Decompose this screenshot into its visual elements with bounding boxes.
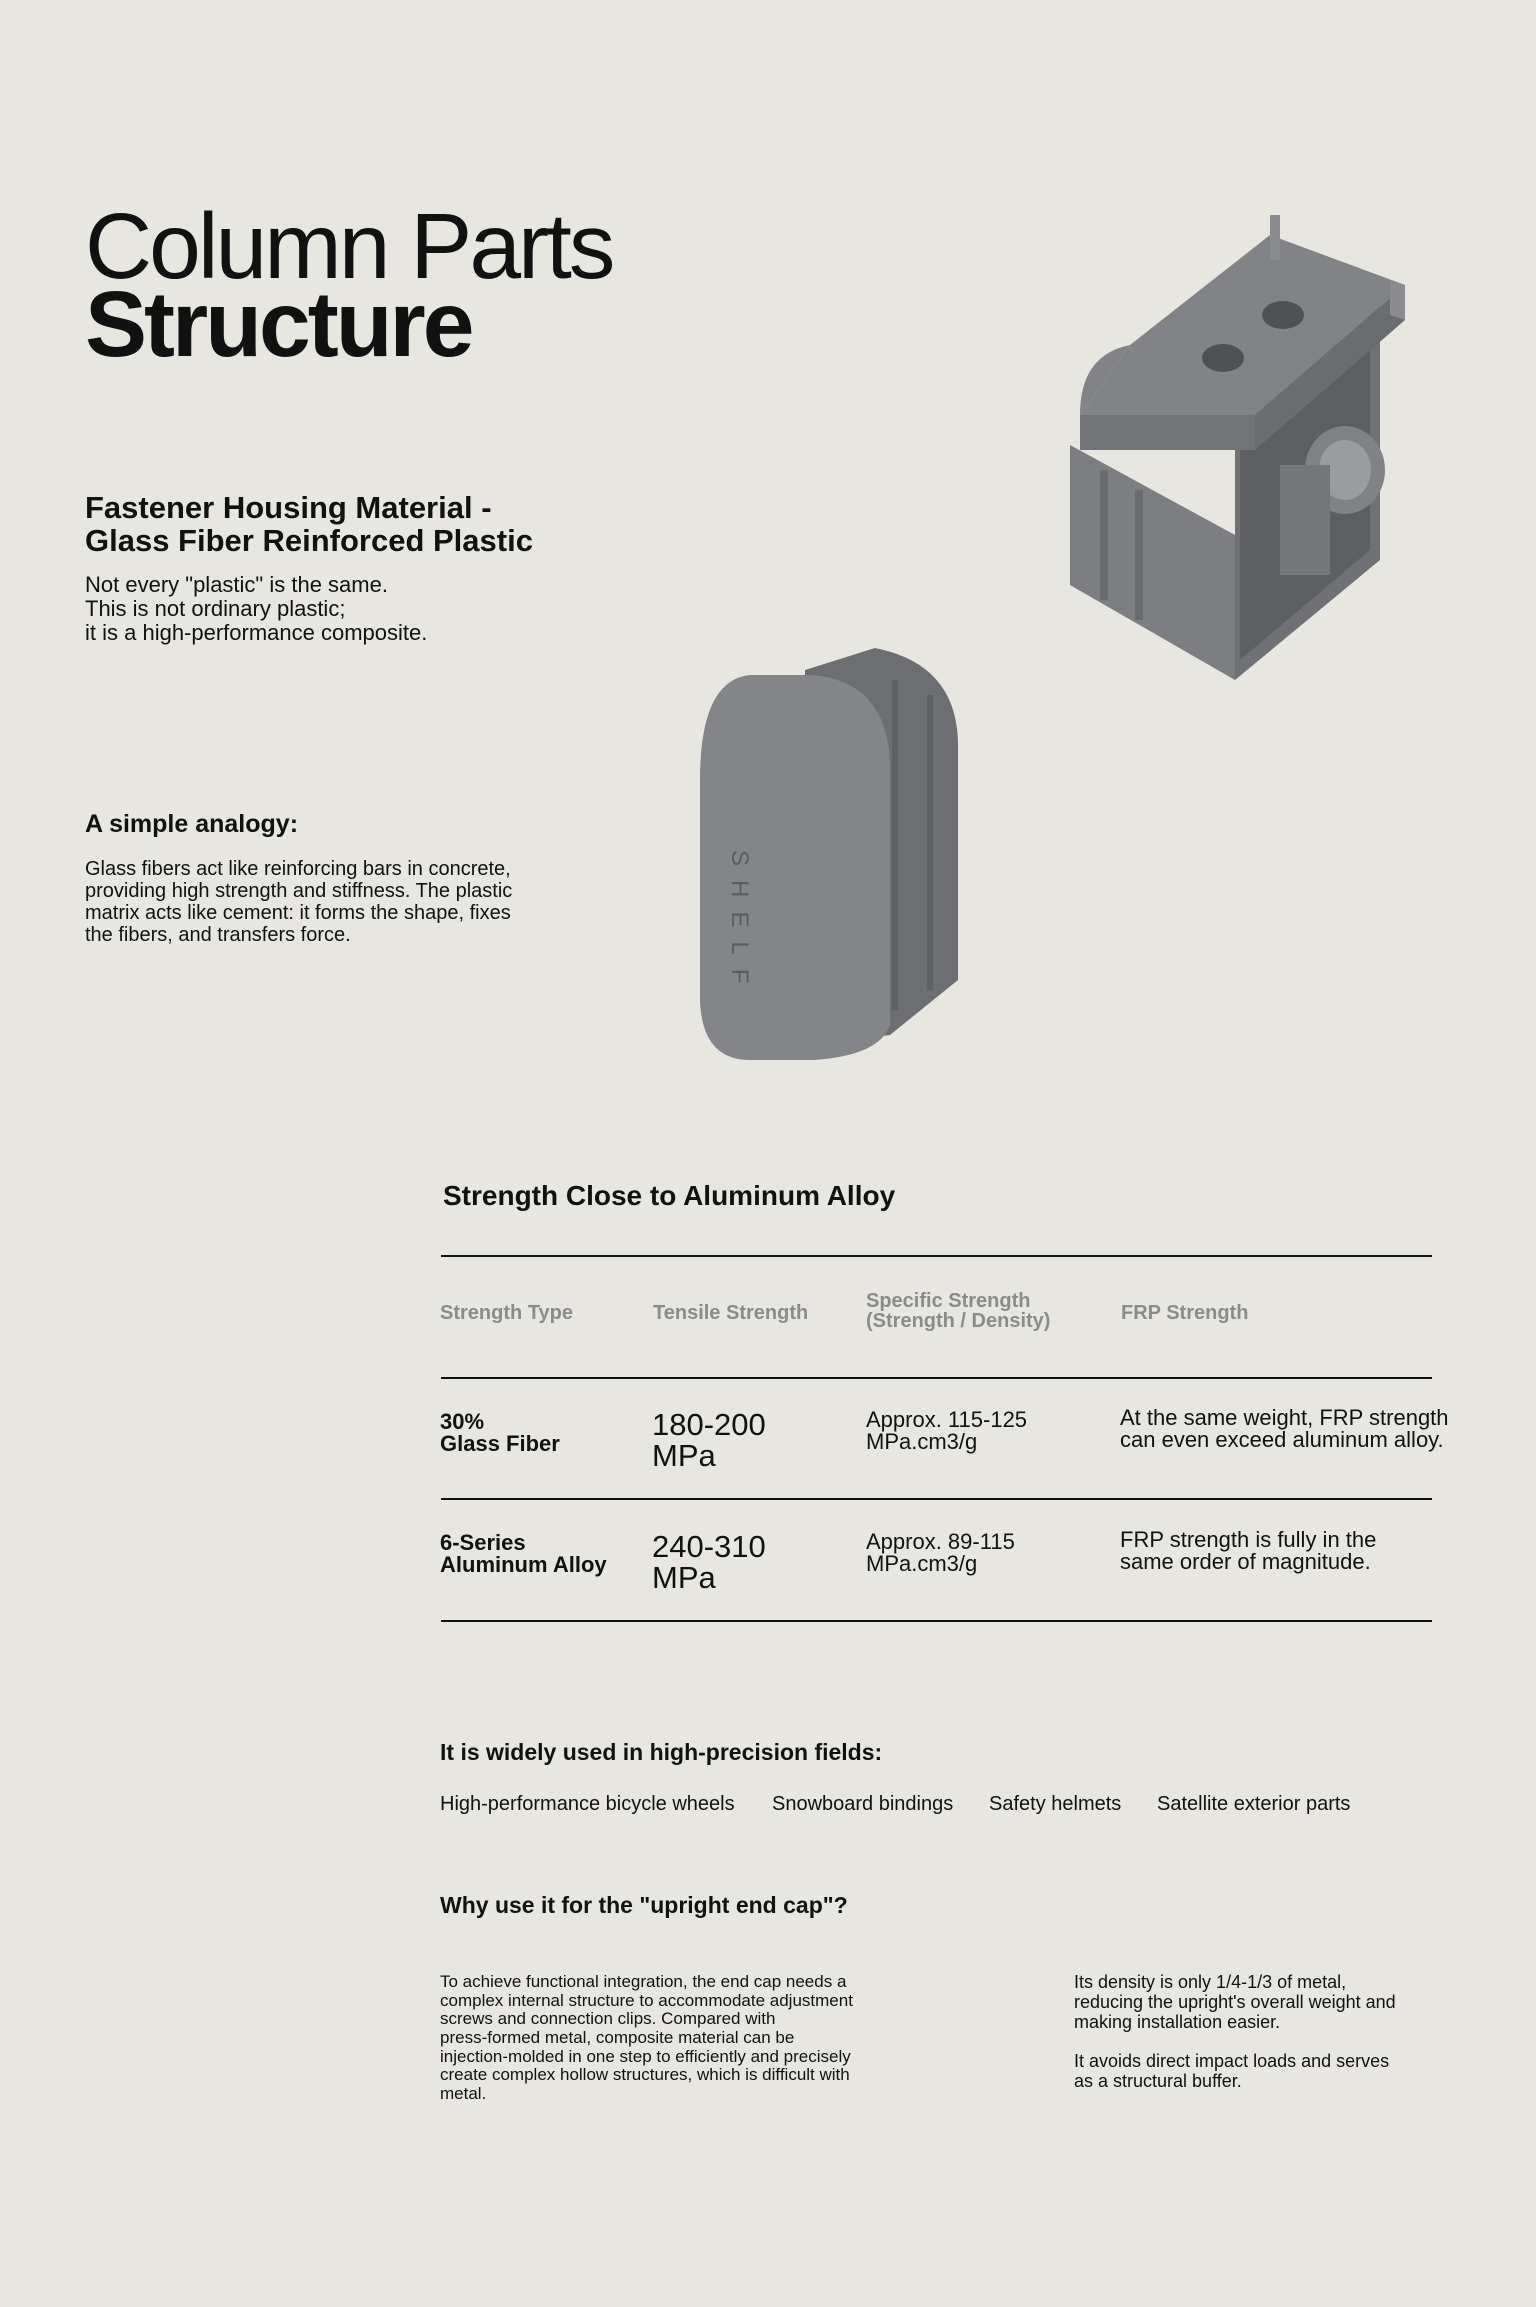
analogy-heading: A simple analogy: [85,810,299,838]
why-right-text-2 [1074,2052,1389,2092]
shelf-engraving: SHELF [726,850,753,998]
why-left-line: press-formed metal, composite material can be [440,2028,795,2048]
why-left-text [440,1973,853,2104]
material-heading-line: Glass Fiber Reinforced Plastic [85,522,533,558]
row-tensile-line: MPa [652,1438,716,1473]
row-frp-line: can even exceed aluminum alloy. [1120,1427,1444,1452]
analogy-text-line: the fibers, and transfers force. [85,924,351,946]
col-header-tensile: Tensile Strength [653,1302,809,1324]
analogy-text-line: matrix acts like cement: it forms the shape, fixes [85,902,511,924]
field-item: Safety helmets [989,1793,1122,1815]
row-type-line: Aluminum Alloy [440,1552,607,1577]
table-top-rule [441,1255,1432,1257]
material-heading [85,492,533,557]
col-header-specific [866,1291,1050,1331]
why-right-line: reducing the upright's overall weight and [1074,1991,1396,2012]
row-specific [866,1409,1027,1453]
row-type-line: 30% [440,1409,485,1434]
row-tensile-line: MPa [652,1560,716,1595]
why-left-line: injection-molded in one step to efficiently and precisely [440,2046,851,2066]
strength-heading: Strength Close to Aluminum Alloy [443,1180,896,1211]
row-specific-line: Approx. 115-125 [866,1407,1028,1432]
table-row [440,1411,560,1455]
why-right-line: It avoids direct impact loads and serves [1074,2051,1390,2071]
page-title-line1: Column Parts [85,194,613,298]
col-header-strength-type: Strength Type [440,1302,573,1324]
row-frp-line: same order of magnitude. [1120,1549,1371,1574]
table-header-rule [441,1377,1432,1379]
row-tensile-line: 180-200 [652,1407,766,1442]
fastener-housing-image [1040,205,1440,700]
analogy-text [85,858,512,946]
material-intro-line: This is not ordinary plastic; [85,596,346,622]
why-left-line: To achieve functional integration, the end cap needs a [440,1972,847,1991]
row-tensile-line: 240-310 [652,1529,766,1564]
field-item: Snowboard bindings [772,1793,954,1815]
why-right-line: making installation easier. [1074,2011,1281,2032]
row-tensile [652,1409,766,1471]
material-intro-line: Not every "plastic" is the same. [85,572,388,597]
row-tensile [652,1531,766,1593]
end-cap-image [690,640,965,1065]
why-left-line: create complex hollow structures, which is difficult with [440,2065,850,2085]
row-type-line: Glass Fiber [440,1431,560,1456]
fields-heading: It is widely used in high-precision fields: [440,1739,883,1765]
material-intro-line: it is a high-performance composite. [85,620,428,646]
why-right-line: Its density is only 1/4-1/3 of metal, [1074,1972,1347,1992]
table-row [440,1532,607,1576]
material-heading-line: Fastener Housing Material - [85,490,492,525]
why-right-text-1 [1074,1973,1396,2032]
material-intro [85,573,427,646]
row-frp-line: At the same weight, FRP strength [1120,1405,1449,1430]
why-left-line: complex internal structure to accommodate adjustment [440,1990,853,2010]
field-item: High-performance bicycle wheels [440,1793,735,1815]
col-header-specific-line: Specific Strength [866,1290,1031,1312]
row-frp [1120,1407,1449,1451]
table-bottom-rule [441,1620,1432,1622]
analogy-text-line: providing high strength and stiffness. The plastic [85,880,513,902]
why-left-line: metal. [440,2084,487,2104]
row-specific-line: Approx. 89-115 [866,1529,1015,1554]
why-left-line: screws and connection clips. Compared with [440,2009,776,2029]
row-type-line: 6-Series [440,1530,526,1555]
row-frp-line: FRP strength is fully in the [1120,1527,1377,1552]
why-right-line: as a structural buffer. [1074,2070,1242,2091]
row-specific-line: MPa.cm3/g [866,1429,978,1454]
field-item: Satellite exterior parts [1157,1793,1351,1815]
row-specific [866,1531,1015,1575]
col-header-specific-line: (Strength / Density) [866,1310,1051,1332]
row-frp [1120,1529,1376,1573]
table-row-rule [441,1498,1432,1500]
analogy-text-line: Glass fibers act like reinforcing bars in concrete, [85,858,511,880]
why-heading: Why use it for the "upright end cap"? [440,1892,848,1918]
page-title-line2: Structure [85,272,472,376]
col-header-frp: FRP Strength [1121,1302,1249,1324]
row-specific-line: MPa.cm3/g [866,1551,978,1576]
